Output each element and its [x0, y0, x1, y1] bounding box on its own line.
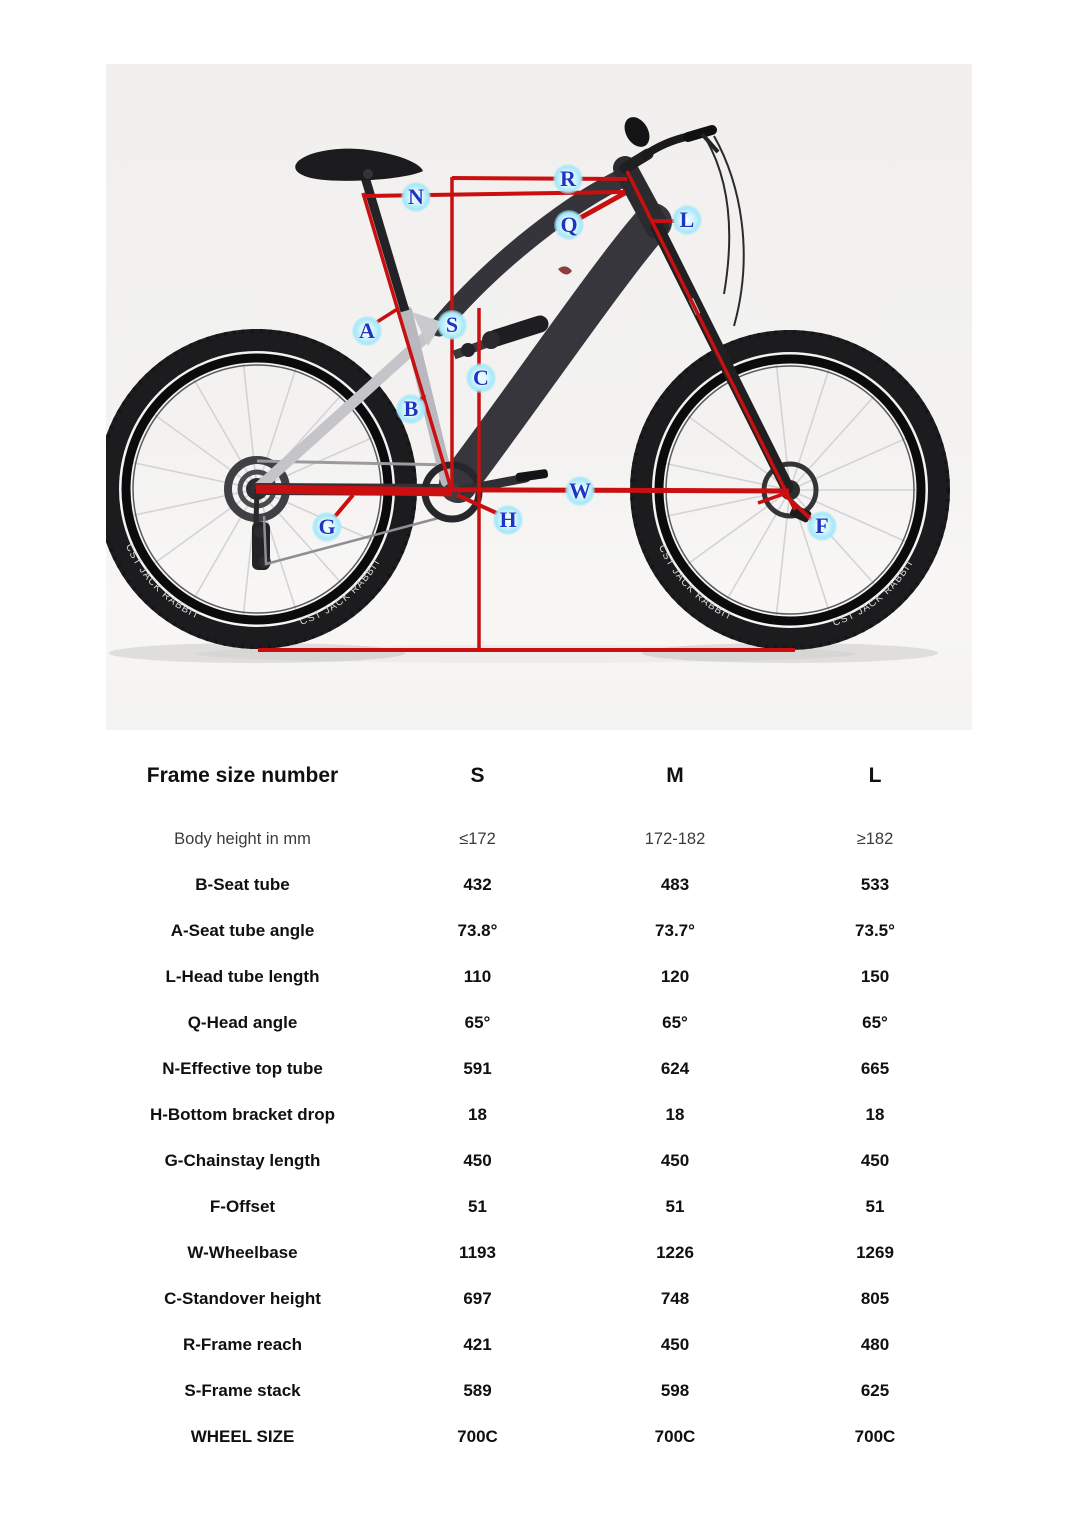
row-label: Body height in mm: [174, 829, 311, 848]
table-row: [0, 816, 1080, 862]
row-label: R-Frame reach: [182, 1335, 303, 1354]
table-row: [0, 1322, 1080, 1368]
table-row: [0, 1138, 1080, 1184]
cell-size-l: 150: [860, 967, 890, 986]
chainstay-line: [256, 489, 452, 492]
cell-size-m: 51: [665, 1197, 685, 1216]
cell-size-m: 65°: [662, 1013, 688, 1032]
label-g: G: [312, 512, 342, 542]
cell-size-m: 483: [660, 875, 690, 894]
row-label: S-Frame stack: [184, 1381, 301, 1400]
table-row: [0, 1046, 1080, 1092]
cell-size-l: ≥182: [856, 829, 894, 848]
cell-size-s: 697: [463, 1289, 492, 1308]
row-label: A-Seat tube angle: [170, 921, 315, 940]
row-label: G-Chainstay length: [164, 1151, 321, 1170]
header-size-l: L: [868, 764, 882, 787]
label-l: L: [672, 205, 702, 235]
cell-size-s: 421: [463, 1335, 492, 1354]
label-b: B: [396, 394, 426, 424]
table-row: [0, 1184, 1080, 1230]
cell-size-l: 1269: [856, 1243, 894, 1262]
cell-size-s: 591: [463, 1059, 492, 1078]
table-row: [0, 862, 1080, 908]
cell-size-m: 700C: [654, 1427, 696, 1446]
row-label: B-Seat tube: [195, 875, 290, 894]
label-s: S: [437, 310, 467, 340]
label-r: R: [553, 164, 583, 194]
cell-size-l: 533: [860, 875, 890, 894]
cell-size-s: 18: [468, 1105, 487, 1124]
table-row: [0, 908, 1080, 954]
saddle: [295, 149, 423, 181]
cell-size-l: 700C: [854, 1427, 896, 1446]
row-label: H-Bottom bracket drop: [149, 1105, 336, 1124]
tire-brand-text: CST JACK RABBIT: [655, 543, 735, 623]
down-tube: [458, 222, 653, 484]
cell-size-l: 450: [860, 1151, 890, 1170]
brake-lever: [702, 134, 718, 152]
cell-size-s: 589: [463, 1381, 492, 1400]
size-table: [0, 752, 1080, 1460]
label-n: N: [401, 182, 431, 212]
cell-size-s: 1193: [459, 1243, 496, 1262]
table-row: [0, 954, 1080, 1000]
cell-size-l: 480: [860, 1335, 890, 1354]
row-label: Q-Head angle: [187, 1013, 298, 1032]
header-size-m: M: [666, 764, 684, 787]
cell-size-s: 73.8°: [457, 921, 498, 940]
reach-line: [452, 178, 627, 179]
bike-diagram-svg: [106, 64, 972, 730]
table-row: [0, 1414, 1080, 1460]
label-a: A: [352, 316, 382, 346]
table-row: [0, 1092, 1080, 1138]
label-q: Q: [554, 210, 584, 240]
tire-brand-text: CST JACK RABBIT: [831, 557, 917, 629]
table-body: [0, 816, 1080, 1460]
cell-size-m: 748: [660, 1289, 690, 1308]
cell-size-s: 700C: [457, 1427, 498, 1446]
shock-body: [496, 324, 540, 338]
row-label: L-Head tube length: [165, 967, 320, 986]
table-row: [0, 1000, 1080, 1046]
cell-size-m: 450: [660, 1335, 690, 1354]
row-label: WHEEL SIZE: [190, 1427, 295, 1446]
pedal: [515, 469, 548, 482]
header-size-s: S: [470, 764, 485, 787]
cell-size-m: 172-182: [644, 829, 706, 848]
table-row: [0, 1368, 1080, 1414]
cell-size-s: ≤172: [459, 829, 496, 848]
label-w: W: [565, 476, 595, 506]
cell-size-m: 73.7°: [655, 921, 695, 940]
cell-size-m: 624: [660, 1059, 690, 1078]
cell-size-l: 665: [860, 1059, 890, 1078]
row-label: N-Effective top tube: [162, 1059, 323, 1078]
cell-size-l: 65°: [862, 1013, 888, 1032]
cell-size-m: 120: [660, 967, 690, 986]
cell-size-s: 65°: [464, 1013, 491, 1032]
label-f: F: [807, 511, 837, 541]
tire-brand-text: CST JACK RABBIT: [122, 542, 202, 622]
cell-size-m: 18: [665, 1105, 685, 1124]
bike-photo: [106, 64, 972, 730]
grip: [619, 113, 654, 152]
cell-size-s: 432: [463, 875, 492, 894]
cell-size-m: 598: [660, 1381, 690, 1400]
cell-size-m: 450: [660, 1151, 690, 1170]
tire-brand-text: CST JACK RABBIT: [298, 556, 384, 628]
cell-size-s: 450: [463, 1151, 492, 1170]
frame-logo: [558, 266, 572, 274]
label-h: H: [493, 505, 523, 535]
cell-size-s: 51: [468, 1197, 487, 1216]
header-frame-size: Frame size number: [146, 764, 339, 787]
cell-size-s: 110: [463, 967, 492, 986]
cell-size-l: 73.5°: [855, 921, 895, 940]
chain-bottom: [264, 516, 446, 564]
table-row: [0, 1230, 1080, 1276]
row-label: W-Wheelbase: [187, 1243, 298, 1262]
cell-size-l: 805: [860, 1289, 890, 1308]
row-label: C-Standover height: [164, 1289, 321, 1308]
table-header: [0, 752, 1080, 800]
table-row: [0, 1276, 1080, 1322]
row-label: F-Offset: [209, 1197, 276, 1216]
label-c: C: [466, 363, 496, 393]
cell-size-m: 1226: [656, 1243, 694, 1262]
label-a-callout: [377, 308, 399, 322]
cell-size-l: 625: [860, 1381, 890, 1400]
cell-size-l: 18: [865, 1105, 885, 1124]
cell-size-l: 51: [865, 1197, 885, 1216]
